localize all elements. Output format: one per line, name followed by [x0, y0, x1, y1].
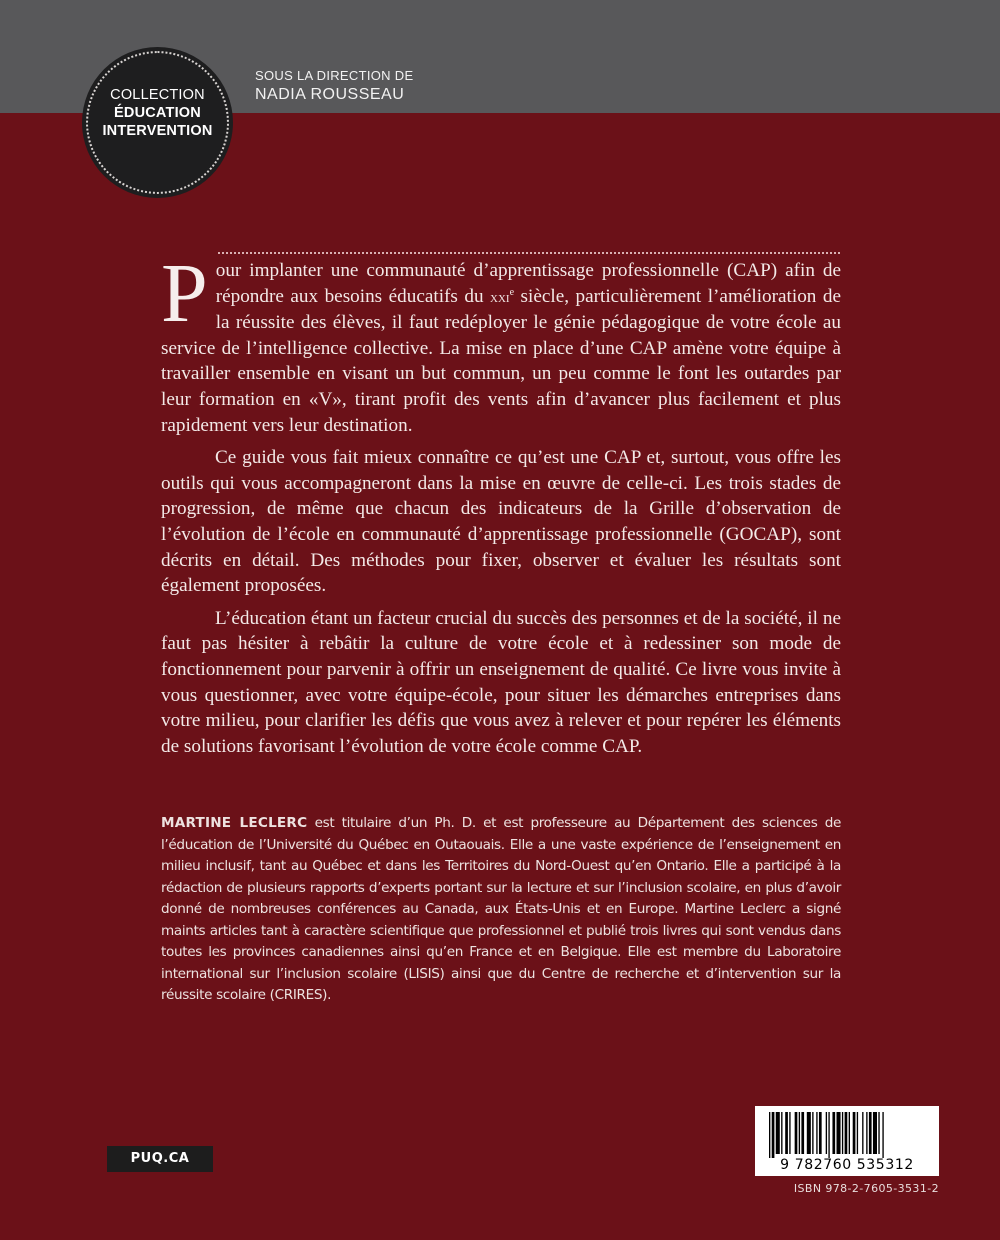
series-direction [255, 68, 413, 106]
barcode-bar [849, 1112, 850, 1154]
barcode-bar [772, 1112, 775, 1158]
director-name: NADIA ROUSSEAU [255, 86, 405, 103]
barcode-bar [869, 1112, 872, 1154]
barcode-bar [776, 1112, 780, 1154]
barcode-bar [769, 1112, 770, 1158]
barcode-bar [826, 1112, 827, 1154]
author-bio [161, 813, 841, 1007]
barcode-bar [832, 1112, 835, 1154]
barcode-bar [853, 1112, 856, 1154]
barcode-bar [819, 1112, 822, 1154]
barcode-bar [882, 1112, 883, 1158]
barcode-bar [828, 1112, 829, 1158]
blurb-paragraph-2: Ce guide vous fait mieux connaître ce qu’est une CAP et, surtout, vous offre les outils qui vous accompagneront dans la mise en œuvre de celle-ci. Les trois stades de progression, de même que chacun des indicateurs de la Grille d’observation de l’évolution de l’école en communauté d’apprentissage professionnelle (GOCAP), sont décrits en détail. Des méthodes pour fixer, observer et évaluer les résultats sont également proposées. [161, 447, 841, 597]
dotted-divider [218, 252, 840, 254]
barcode-bars [755, 1106, 939, 1158]
collection-badge [82, 47, 233, 198]
barcode-bar [795, 1112, 798, 1154]
author-name: MARTINE LECLERC [161, 815, 308, 831]
barcode-bar [799, 1112, 800, 1154]
barcode-bar [801, 1112, 804, 1154]
collection-line-3: INTERVENTION [102, 123, 213, 139]
publisher-site-label: PUQ.CA [107, 1146, 213, 1172]
blurb-p1-part-a: our implanter une communauté d’apprentissage professionnelle (CAP) afin de répondre aux besoins éducatifs du [215, 260, 841, 307]
isbn-number: ISBN 978-2-7605-3531-2 [793, 1182, 939, 1195]
barcode-bar [789, 1112, 790, 1154]
century-numeral: xxi [490, 288, 510, 306]
barcode-bar [873, 1112, 877, 1154]
barcode-bar [878, 1112, 879, 1154]
direction-label: SOUS LA DIRECTION DE [255, 68, 414, 83]
barcode-bar [785, 1112, 788, 1154]
barcode-digits: 9 782760 535312 [780, 1157, 914, 1173]
barcode-bar [807, 1112, 811, 1154]
isbn-barcode [755, 1106, 939, 1176]
barcode-bar [845, 1112, 848, 1154]
collection-name [82, 86, 233, 140]
collection-line-1: COLLECTION [110, 87, 205, 103]
drop-cap: P [161, 247, 208, 340]
blurb-p1-part-b: siècle, particulièrement l’amélioration de la réussite des élèves, il faut redéployer le génie pédagogique de votre école au service de l’intelligence collective. La mise en place d’une CAP amène votre équipe à travailler ensemble en visant un but commun, un peu comme le font les outardes par leur formation en «V», tirant profit des vents afin d’avancer plus facilement et plus rapidement vers leur destination. [161, 285, 841, 436]
back-cover-blurb [161, 247, 841, 766]
barcode-bar [857, 1112, 858, 1154]
barcode-bar [866, 1112, 867, 1154]
barcode-bar [862, 1112, 863, 1154]
collection-line-2: ÉDUCATION [114, 105, 201, 121]
barcode-bar [837, 1112, 841, 1154]
blurb-paragraph-1 [161, 247, 841, 438]
blurb-paragraph-3: L’éducation étant un facteur crucial du succès des personnes et de la société, il ne faut pas hésiter à rebâtir la culture de votre école et à redessiner son mode de fonctionnement pour parvenir à offrir un enseignement de qualité. Ce livre vous invite à vous questionner, avec votre équipe-école, pour situer les démarches entreprises dans votre milieu, pour clarifier les défis que vous avez à relever et pour repérer les éléments de solutions favorisant l’évolution de votre école comme CAP. [161, 607, 841, 757]
barcode-bar [812, 1112, 813, 1154]
barcode-bar [816, 1112, 817, 1154]
barcode-bar [842, 1112, 843, 1154]
barcode-bar [781, 1112, 782, 1154]
author-bio-text: est titulaire d’un Ph. D. et est professeure au Département des sciences de l’éducation de l’Université du Québec en Outaouais. Elle a une vaste expérience de l’enseignement en milieu inclusif, tant au Québec et dans les Territoires du Nord-Ouest qu’en Ontario. Elle a participé à la rédaction de plusieurs rapports d’experts portant sur la lecture et sur l’inclusion scolaire, en plus d’avoir donné de nombreuses conférences au Canada, aux États-Unis et en Europe. Martine Leclerc a signé maints articles tant à caractère scientifique que professionnel et publié trois livres qui sont vendus dans toutes les provinces canadiennes ainsi qu’en France et en Belgique. Elle est membre du Laboratoire international sur l’inclusion scolaire (LISIS) ainsi que du Centre de recherche et d’intervention sur la réussite scolaire (CRIRES). [161, 815, 842, 1003]
century-superscript: e [509, 286, 515, 298]
